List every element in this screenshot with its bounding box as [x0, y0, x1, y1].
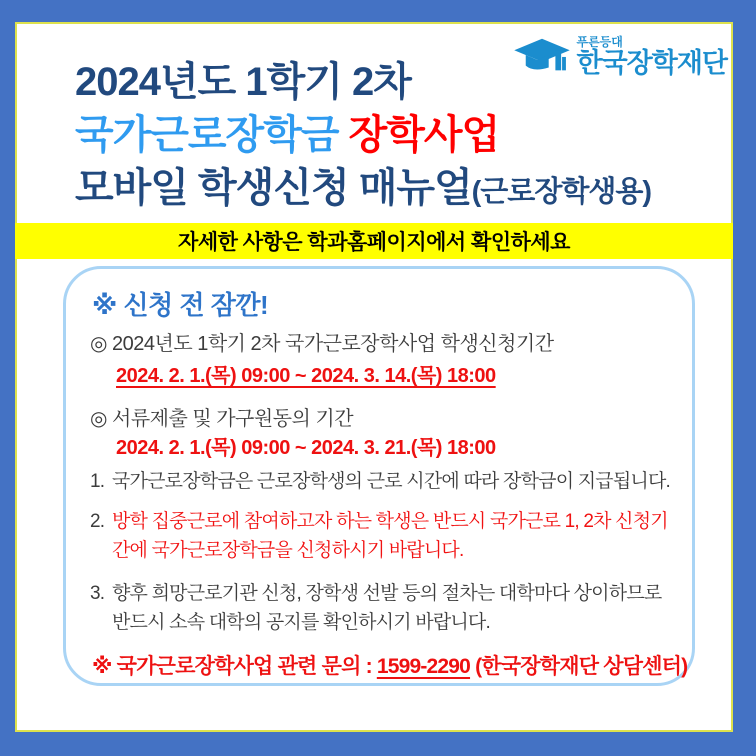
note-text: 향후 희망근로기관 신청, 장학생 선발 등의 절차는 대학마다 상이하므로 반드시 소속 대학의 공지를 확인하시기 바랍니다. — [112, 583, 662, 633]
note-text: 국가근로장학금은 근로장학생의 근로 시간에 따라 장학금이 지급됩니다. — [112, 471, 670, 492]
note-text: 방학 집중근로에 참여하고자 하는 학생은 반드시 국가근로 1, 2차 신청기간에 국가근로장학금을 신청하시기 바랍니다. — [112, 511, 668, 561]
title-line-1: 2024년도 1학기 2차 — [75, 60, 411, 104]
title-scholarship-name: 국가근로장학금 — [75, 113, 349, 157]
note-item-3 — [90, 579, 676, 637]
notice-banner — [15, 223, 733, 259]
logo-main-text: 한국장학재단 — [576, 47, 727, 78]
application-period-dates: 2024. 2. 1.(목) 09:00 ~ 2024. 3. 14.(목) 18:00 — [116, 365, 496, 387]
notice-box — [63, 266, 695, 686]
contact-info — [92, 650, 687, 680]
contact-phone-number: 1599-2290 — [376, 655, 471, 678]
note-item-1 — [90, 467, 676, 496]
poster-content-area — [15, 22, 733, 732]
logo-text-block — [577, 36, 728, 77]
note-item-2 — [90, 507, 676, 565]
kosaf-logo — [513, 34, 728, 78]
note-number: 2. — [90, 511, 105, 532]
note-number: 3. — [90, 583, 105, 604]
document-period-label: ◎ 서류제출 및 가구원동의 기간 — [90, 408, 354, 430]
application-period-label: ◎ 2024년도 1학기 2차 국가근로장학사업 학생신청기간 — [90, 333, 554, 355]
document-period-dates: 2024. 2. 1.(목) 09:00 ~ 2024. 3. 21.(목) 18:00 — [116, 437, 496, 459]
title-manual-text: 모바일 학생신청 매뉴얼 — [75, 166, 472, 210]
graduation-cap-icon — [513, 34, 571, 78]
title-program-word: 장학사업 — [348, 113, 500, 157]
title-line-3 — [75, 162, 651, 219]
note-number: 1. — [90, 471, 105, 492]
notice-banner-text: 자세한 사항은 학과홈페이지에서 확인하세요 — [178, 231, 570, 254]
title-block — [75, 56, 651, 219]
contact-suffix: (한국장학재단 상담센터) — [470, 655, 688, 678]
contact-prefix: ※ 국가근로장학사업 관련 문의 : — [92, 655, 377, 678]
notice-heading: ※ 신청 전 잠깐! — [92, 290, 269, 320]
logo-small-text: 푸른등대 — [576, 34, 623, 49]
title-line-2 — [75, 109, 651, 162]
title-audience-suffix: (근로장학생용) — [471, 176, 652, 208]
